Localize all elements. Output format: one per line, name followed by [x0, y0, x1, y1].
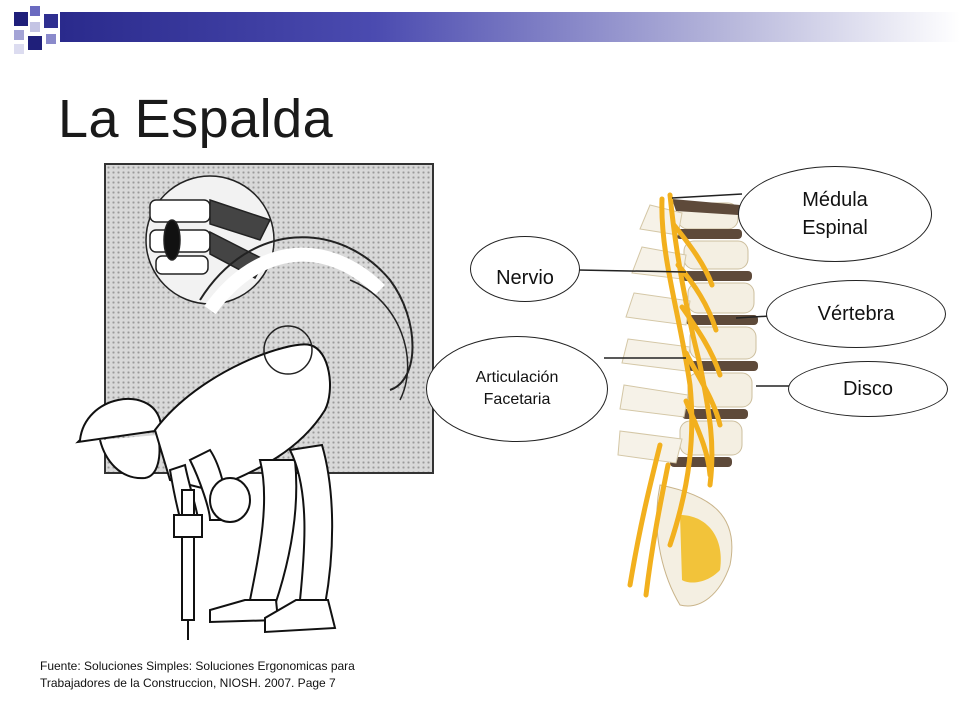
- label-medula-espinal: [738, 166, 932, 262]
- label-articulacion-facetaria: [426, 336, 608, 442]
- source-line-1: Fuente: Soluciones Simples: Soluciones Ergonomicas para: [40, 659, 355, 673]
- label-disco: [788, 361, 948, 417]
- label-nervio-text: Nervio: [496, 267, 554, 289]
- source-citation: [40, 658, 355, 692]
- source-line-2: Trabajadores de la Construccion, NIOSH. 2007. Page 7: [40, 676, 336, 690]
- label-vertebra-text: Vértebra: [817, 302, 895, 325]
- label-articulacion-line2: Facetaria: [483, 391, 551, 408]
- label-vertebra: [766, 280, 946, 348]
- label-medula-line2: Espinal: [802, 217, 868, 239]
- label-articulacion-line1: Articulación: [475, 369, 559, 386]
- label-medula-line1: Médula: [802, 189, 868, 211]
- label-nervio: [470, 236, 580, 302]
- label-disco-text: Disco: [842, 377, 893, 400]
- slide-title: La Espalda: [58, 89, 334, 149]
